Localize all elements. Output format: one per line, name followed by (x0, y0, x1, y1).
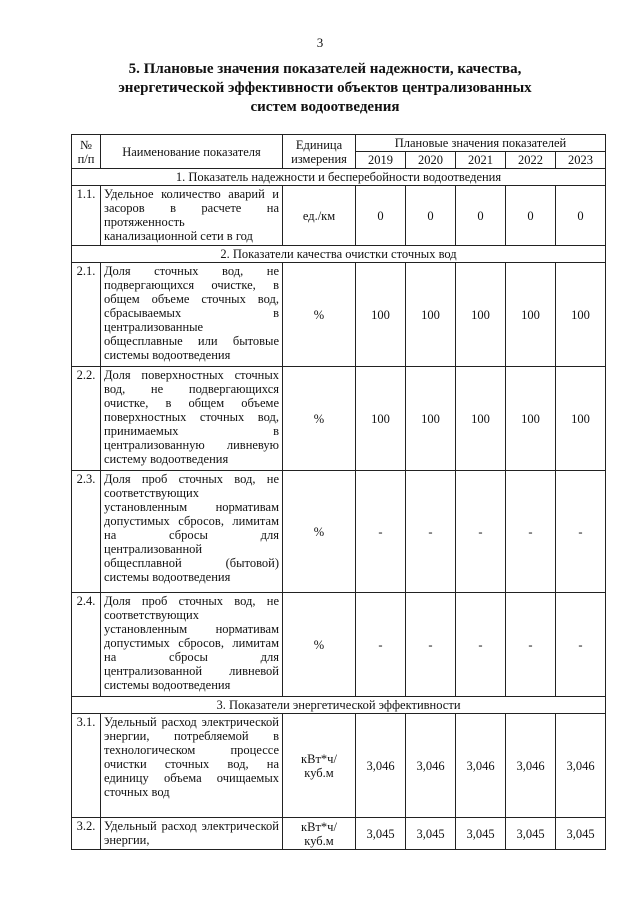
value-cell: - (556, 593, 606, 697)
indicator-name: Удельный расход электрической энергии, (101, 818, 283, 850)
row-number: 1.1. (72, 186, 101, 246)
table-row (72, 471, 606, 593)
value-cell: 3,046 (506, 714, 556, 818)
value-cell: - (356, 471, 406, 593)
value-cell: 100 (406, 263, 456, 367)
table-row (72, 593, 606, 697)
value-cell: 3,045 (456, 818, 506, 850)
header-year: 2023 (556, 152, 606, 169)
table-row (72, 714, 606, 818)
indicator-name: Доля проб сточных вод, не соответствующих установленным нормативам допустимых сбросов, лимитам на сбросы для централизованной ливневой системы водоотведения (101, 593, 283, 697)
value-cell: 3,046 (406, 714, 456, 818)
unit-cell: % (283, 593, 356, 697)
value-cell: - (556, 471, 606, 593)
header-year: 2022 (506, 152, 556, 169)
indicator-name: Удельный расход электрической энергии, потребляемой в технологическом процессе очистки сточных вод, на единицу объема очищаемых сточных вод (101, 714, 283, 818)
value-cell: 100 (356, 367, 406, 471)
value-cell: - (406, 593, 456, 697)
value-cell: 100 (406, 367, 456, 471)
value-cell: 3,046 (456, 714, 506, 818)
row-number: 3.2. (72, 818, 101, 850)
value-cell: 100 (356, 263, 406, 367)
value-cell: 3,045 (556, 818, 606, 850)
page-number: 3 (316, 35, 324, 50)
row-number: 2.4. (72, 593, 101, 697)
indicators-table (71, 134, 606, 850)
header-year: 2019 (356, 152, 406, 169)
unit-cell: ед./км (283, 186, 356, 246)
unit-cell: % (283, 471, 356, 593)
value-cell: - (456, 471, 506, 593)
indicator-name: Доля проб сточных вод, не соответствующих установленным нормативам допустимых сбросов, лимитам на сбросы для централизованной общесплавной (бытовой) системы водоотведения (101, 471, 283, 593)
section-title: 1. Показатель надежности и бесперебойности водоотведения (72, 169, 606, 186)
document-title: 5. Плановые значения показателей надежности, качества, энергетической эффективности объектов централизованных систем водоотведения (118, 61, 532, 115)
value-cell: 0 (506, 186, 556, 246)
value-cell: 0 (456, 186, 506, 246)
value-cell: 3,046 (356, 714, 406, 818)
value-cell: 3,046 (556, 714, 606, 818)
value-cell: 0 (356, 186, 406, 246)
header-num: № п/п (72, 135, 101, 169)
header-year: 2021 (456, 152, 506, 169)
value-cell: 100 (556, 367, 606, 471)
indicator-name: Доля поверхностных сточных вод, не подвергающихся очистке, в общем объеме поверхностных сточных вод, принимаемых в централизованную ливневую систему водоотведения (101, 367, 283, 471)
value-cell: 100 (556, 263, 606, 367)
unit-cell: кВт*ч/ куб.м (283, 818, 356, 850)
row-number: 2.1. (72, 263, 101, 367)
header-planned: Плановые значения показателей (356, 135, 606, 152)
table-row (72, 186, 606, 246)
value-cell: - (356, 593, 406, 697)
value-cell: - (456, 593, 506, 697)
unit-cell: % (283, 263, 356, 367)
table-row (72, 818, 606, 850)
value-cell: - (406, 471, 456, 593)
unit-cell: % (283, 367, 356, 471)
value-cell: 100 (456, 367, 506, 471)
header-year: 2020 (406, 152, 456, 169)
table-row (72, 367, 606, 471)
value-cell: 0 (556, 186, 606, 246)
value-cell: - (506, 471, 556, 593)
row-number: 2.3. (72, 471, 101, 593)
value-cell: 3,045 (506, 818, 556, 850)
indicator-name: Доля сточных вод, не подвергающихся очистке, в общем объеме сточных вод, сбрасываемых в централизованные общесплавные или бытовые системы водоотведения (101, 263, 283, 367)
value-cell: 100 (506, 263, 556, 367)
indicator-name: Удельное количество аварий и засоров в расчете на протяженность канализационной сети в год (101, 186, 283, 246)
row-number: 3.1. (72, 714, 101, 818)
value-cell: - (506, 593, 556, 697)
unit-cell: кВт*ч/ куб.м (283, 714, 356, 818)
header-name: Наименование показателя (101, 135, 283, 169)
value-cell: 3,045 (406, 818, 456, 850)
section-title: 2. Показатели качества очистки сточных вод (72, 246, 606, 263)
section-title: 3. Показатели энергетической эффективности (72, 697, 606, 714)
header-unit: Единица измерения (283, 135, 356, 169)
value-cell: 100 (506, 367, 556, 471)
value-cell: 100 (456, 263, 506, 367)
value-cell: 3,045 (356, 818, 406, 850)
table-row (72, 263, 606, 367)
row-number: 2.2. (72, 367, 101, 471)
value-cell: 0 (406, 186, 456, 246)
